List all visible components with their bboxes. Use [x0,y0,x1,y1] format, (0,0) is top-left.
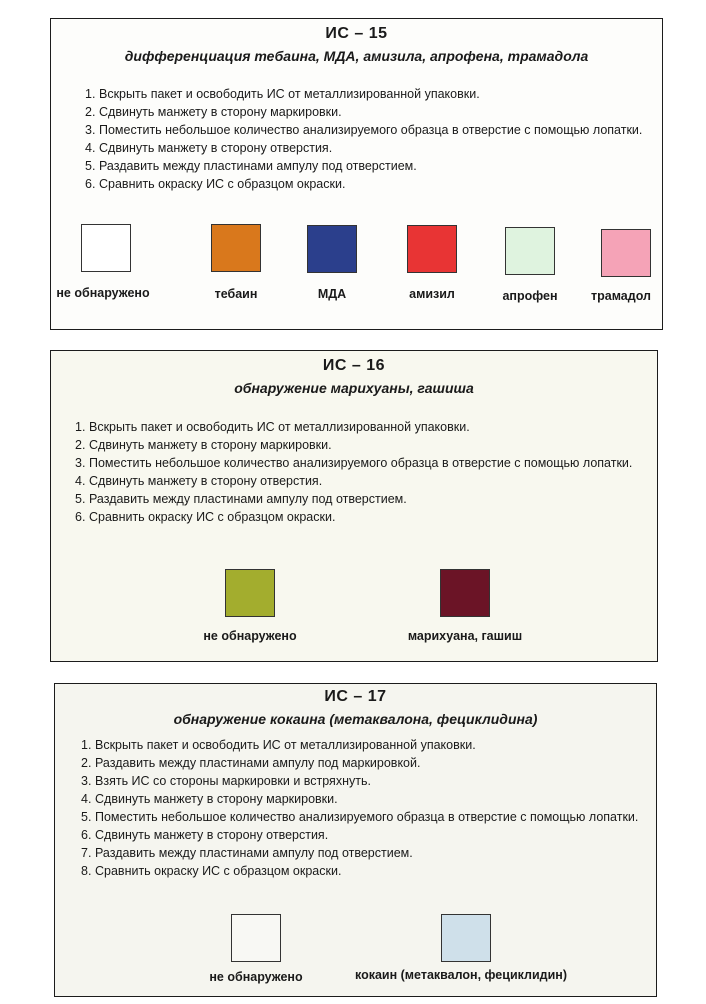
card-subtitle: обнаружение кокаина (метаквалона, фециклидина) [173,711,538,727]
instruction-step: 5. Раздавить между пластинами ампулу под отверстием. [75,492,407,506]
instruction-step: 4. Сдвинуть манжету в сторону отверстия. [75,474,323,488]
instruction-step: 2. Сдвинуть манжету в сторону маркировки. [75,438,332,452]
swatch-label: кокаин (метаквалон, фециклидин) [354,968,567,982]
instruction-step: 6. Сравнить окраску ИС с образцом окраски. [75,510,336,524]
color-swatch-cocaine [441,914,491,962]
color-swatch-amizil [407,225,457,273]
card-title: ИС – 15 [325,25,388,42]
instruction-step: 6. Сдвинуть манжету в сторону отверстия. [81,828,329,842]
color-swatch-not-detected [225,569,275,617]
test-card-is15 [50,18,663,330]
instruction-step: 5. Поместить небольшое количество анализируемого образца в отверстие с помощью лопатки. [81,810,639,824]
instruction-step: 2. Сдвинуть манжету в сторону маркировки. [85,105,342,119]
instruction-step: 3. Взять ИС со стороны маркировки и встряхнуть. [81,774,371,788]
swatch-label: тебаин [214,287,258,301]
instruction-list [81,736,641,880]
instruction-step: 4. Сдвинуть манжету в сторону маркировки. [81,792,338,806]
card-subtitle: обнаружение марихуаны, гашиша [234,380,474,396]
swatch-label: не обнаружено [209,970,303,984]
swatch-label: не обнаружено [203,629,297,643]
swatch-label: амизил [409,287,455,301]
color-swatch-not-detected [81,224,131,272]
instruction-step: 8. Сравнить окраску ИС с образцом окраски. [81,864,342,878]
instruction-step: 3. Поместить небольшое количество анализируемого образца в отверстие с помощью лопатки. [85,123,643,137]
swatch-label: марихуана, гашиш [407,629,523,643]
swatch-label: не обнаружено [56,286,150,300]
color-swatch-tramadol [601,229,651,277]
instruction-step: 6. Сравнить окраску ИС с образцом окраски. [85,177,346,191]
test-card-is16 [50,350,658,662]
instruction-step: 1. Вскрыть пакет и освободить ИС от металлизированной упаковки. [75,420,470,434]
swatch-label: трамадол [591,289,651,303]
card-subtitle: дифференциация тебаина, МДА, амизила, апрофена, трамадола [124,48,589,64]
instruction-step: 5. Раздавить между пластинами ампулу под отверстием. [85,159,417,173]
test-card-is17 [54,683,657,997]
card-title: ИС – 16 [322,357,386,374]
instruction-step: 4. Сдвинуть манжету в сторону отверстия. [85,141,333,155]
card-title: ИС – 17 [324,688,387,705]
color-swatch-mda [307,225,357,273]
instruction-step: 1. Вскрыть пакет и освободить ИС от металлизированной упаковки. [81,738,476,752]
instruction-step: 1. Вскрыть пакет и освободить ИС от металлизированной упаковки. [85,87,480,101]
instruction-list [75,418,640,526]
color-swatch-thebaine [211,224,261,272]
color-swatch-aprofen [505,227,555,275]
instruction-step: 3. Поместить небольшое количество анализируемого образца в отверстие с помощью лопатки. [75,456,633,470]
color-swatch-marijuana-hashish [440,569,490,617]
color-swatch-not-detected [231,914,281,962]
instruction-step: 7. Раздавить между пластинами ампулу под отверстием. [81,846,413,860]
instruction-step: 2. Раздавить между пластинами ампулу под маркировкой. [81,756,421,770]
swatch-label: МДА [317,287,347,301]
instruction-list [85,85,645,193]
swatch-label: апрофен [502,289,558,303]
